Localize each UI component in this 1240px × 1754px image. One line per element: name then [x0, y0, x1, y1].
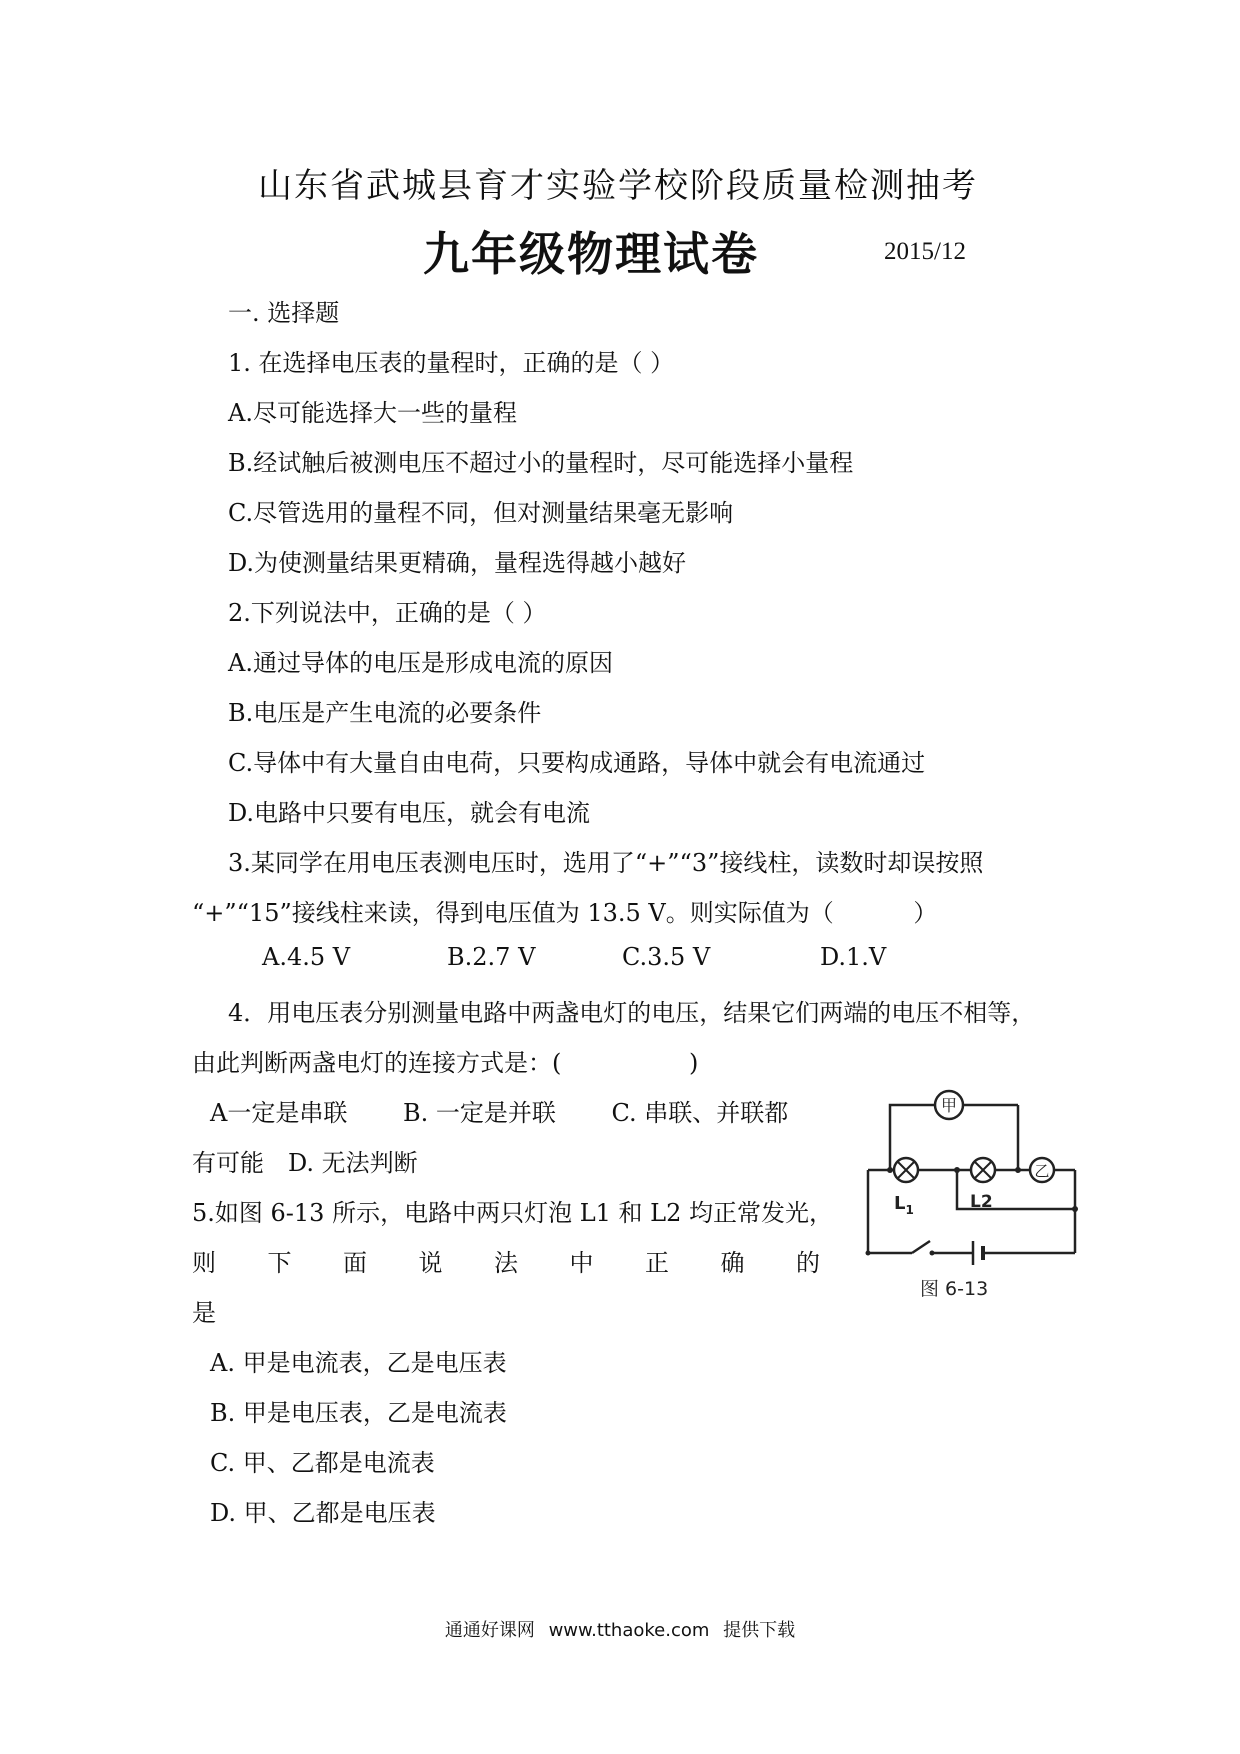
q3-option-c: C.3.5 V: [622, 943, 711, 971]
meter-yi-label: 乙: [1034, 1162, 1050, 1180]
q2-option-a: A.通过导体的电压是形成电流的原因: [228, 649, 613, 677]
figure-caption: 图 6-13: [920, 1278, 989, 1300]
q2-stem: 2.下列说法中，正确的是（ ）: [228, 599, 547, 627]
q5-word: 正: [645, 1249, 669, 1277]
q5-word: 确: [720, 1249, 745, 1277]
q5-word: 下: [267, 1249, 292, 1277]
exam-title: 九年级物理试卷: [423, 227, 759, 281]
q1-option-b: B.经试触后被测电压不超过小的量程时，尽可能选择小量程: [228, 449, 854, 477]
q4-stem-line2: 由此判断两盏电灯的连接方式是：( ): [192, 1049, 699, 1077]
q1-option-c: C.尽管选用的量程不同，但对测量结果毫无影响: [228, 499, 734, 527]
q5-word: 法: [494, 1249, 518, 1277]
q5-word: 的: [796, 1249, 820, 1277]
q1-stem: 1. 在选择电压表的量程时，正确的是（ ）: [228, 349, 675, 377]
meter-jia-label: 甲: [940, 1096, 958, 1115]
page-footer: [0, 1616, 1240, 1642]
q5-word: 说: [418, 1249, 443, 1277]
lamp-l1-icon: [894, 1158, 918, 1182]
q5-option-b: B. 甲是电压表，乙是电流表: [210, 1399, 507, 1427]
q5-stem-line3: 是: [192, 1299, 216, 1327]
q1-option-a: A.尽可能选择大一些的量程: [228, 399, 517, 427]
q5-word: 面: [343, 1249, 367, 1277]
q3-stem-line1: 3.某同学在用电压表测电压时，选用了“+”“3”接线柱，读数时却误按照: [228, 849, 984, 877]
lamp-l2-label: L2: [970, 1192, 993, 1212]
circuit-diagram-figure: [860, 1085, 1090, 1305]
q1-option-d: D.为使测量结果更精确，量程选得越小越好: [228, 549, 687, 577]
q5-option-c: C. 甲、乙都是电流表: [210, 1449, 435, 1477]
exam-date: 2015/12: [884, 238, 966, 265]
lamp-l2-icon: [971, 1158, 995, 1182]
q5-stem-line2: [192, 1243, 820, 1278]
q3-option-d: D.1.V: [820, 943, 887, 971]
q3-option-b: B.2.7 V: [447, 943, 536, 971]
q5-option-a: A. 甲是电流表，乙是电压表: [210, 1349, 507, 1377]
footer-site-name: 通通好课网: [444, 1620, 535, 1641]
exam-subtitle: 山东省武城县育才实验学校阶段质量检测抽考: [258, 166, 978, 206]
q5-stem-line1: 5.如图 6-13 所示，电路中两只灯泡 L1 和 L2 均正常发光，: [192, 1199, 834, 1227]
q4-options-line1: A一定是串联 B. 一定是并联 C. 串联、并联都: [210, 1099, 789, 1127]
q2-option-b: B.电压是产生电流的必要条件: [228, 699, 542, 727]
q2-option-d: D.电路中只要有电压，就会有电流: [228, 799, 591, 827]
meter-yi: [1030, 1158, 1054, 1182]
circuit-wires: [868, 1105, 1075, 1265]
q4-stem-line1: 4．用电压表分别测量电路中两盏电灯的电压，结果它们两端的电压不相等，: [228, 999, 1036, 1027]
q3-stem-line2: “+”“15”接线柱来读，得到电压值为 13.5 V。则实际值为（ ）: [192, 899, 938, 927]
footer-site-url[interactable]: www.tthaoke.com: [548, 1620, 710, 1641]
q3-option-a: A.4.5 V: [262, 943, 351, 971]
q5-option-d: D. 甲、乙都是电压表: [210, 1499, 436, 1527]
meter-jia: [935, 1091, 963, 1119]
q5-word: 则: [192, 1249, 216, 1277]
q2-option-c: C.导体中有大量自由电荷，只要构成通路，导体中就会有电流通过: [228, 749, 926, 777]
q4-options-line2: 有可能 D. 无法判断: [192, 1149, 418, 1177]
lamp-l1-label: $L_1$: [894, 1193, 914, 1217]
section-heading: 一. 选择题: [228, 299, 340, 327]
footer-download-text: 提供下载: [723, 1620, 796, 1641]
q5-word: 中: [569, 1249, 594, 1277]
